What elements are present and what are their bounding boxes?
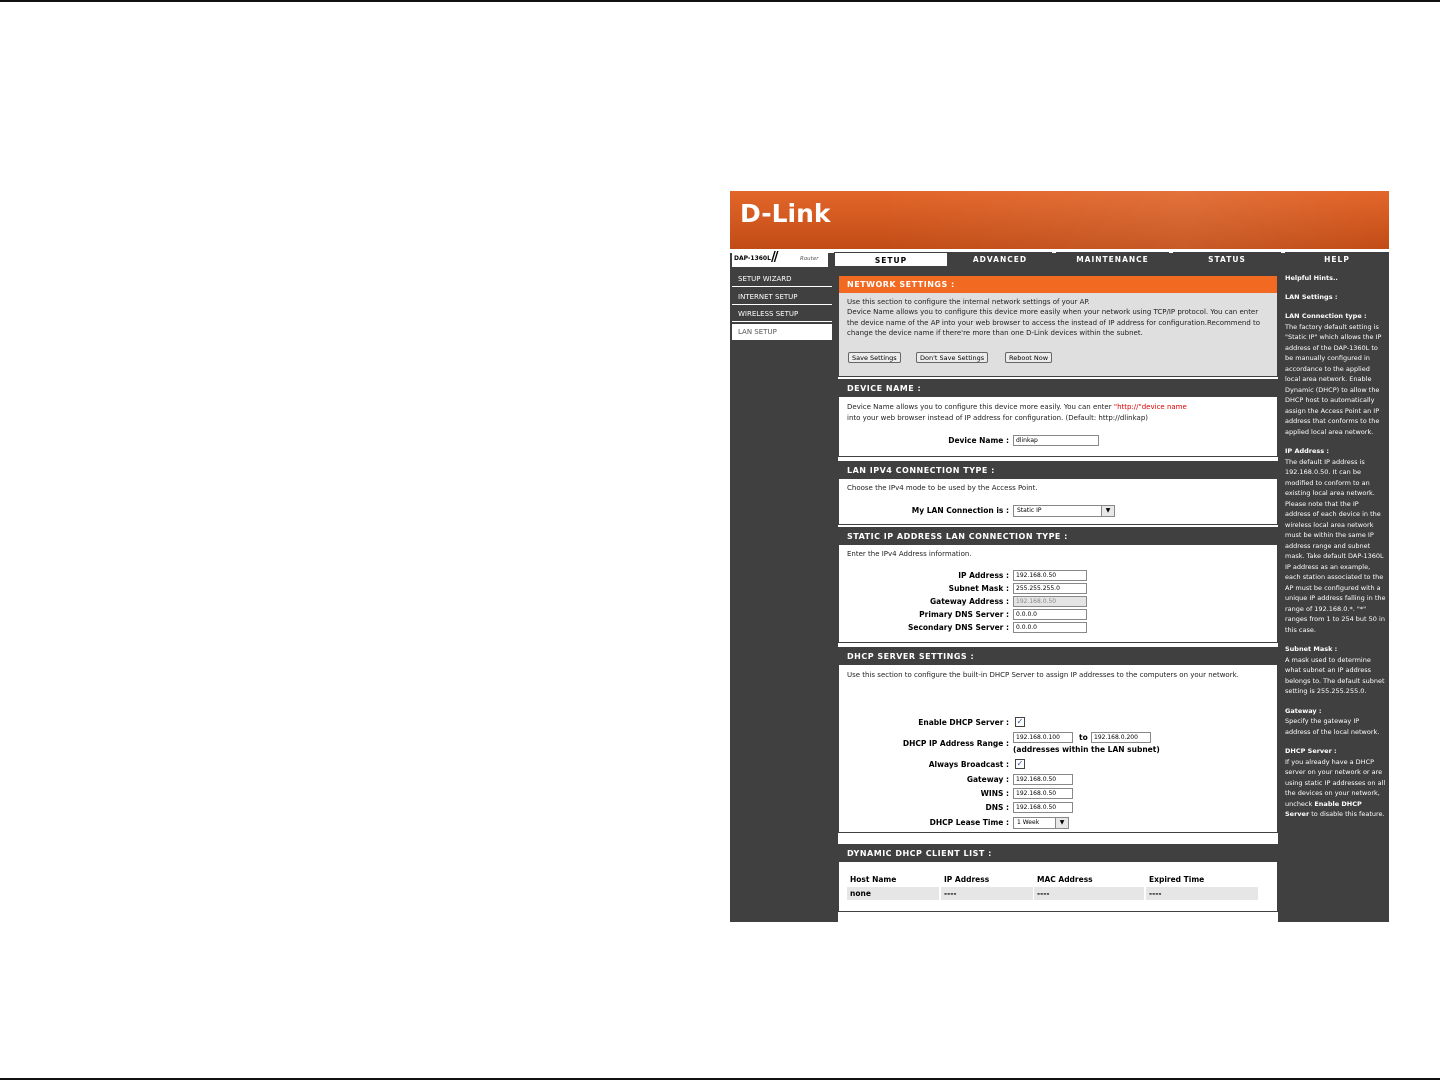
header-shine	[880, 191, 1389, 249]
subnet-mask-label: Subnet Mask :	[948, 584, 1009, 593]
lan-connection-type-title: LAN IPV4 CONNECTION TYPE :	[839, 462, 1277, 479]
gateway-address-label: Gateway Address :	[929, 597, 1009, 606]
wins-label: WINS :	[980, 789, 1009, 798]
header-banner	[730, 191, 1389, 249]
help-lan-settings: LAN Settings :	[1285, 292, 1338, 301]
nav-internet-setup[interactable]: INTERNET SETUP	[732, 289, 832, 305]
tab-setup[interactable]: SETUP	[834, 252, 948, 267]
nav-wireless-setup[interactable]: WIRELESS SETUP	[732, 306, 832, 322]
device-name-input[interactable]: dlinkap	[1013, 435, 1099, 446]
static-ip-section	[838, 527, 1278, 643]
network-settings-section	[838, 275, 1278, 377]
model-type: Router	[800, 256, 819, 262]
help-dhcp-text-b: to disable this feature.	[1311, 810, 1385, 818]
help-mask-text: A mask used to determine what subnet an IP address belongs to. The default subnet setting is 255.255.255.0.	[1285, 655, 1385, 695]
model-slash-icon: //	[771, 250, 777, 265]
col-mac-address: MAC Address	[1034, 873, 1144, 886]
lan-connection-value: Static IP	[1017, 507, 1042, 514]
dhcp-range-note: (addresses within the LAN subnet)	[1013, 745, 1160, 754]
help-conn-type-text: The factory default setting is "Static IP" which allows the IP address of the DAP-1360L to be manually configured in accordance to the applied local area network. Enable Dynamic (DHCP) to allow the DHCP host to automatically assign the Access Point an IP address that conforms to the applied local area network.	[1285, 322, 1382, 436]
dhcp-range-from-input[interactable]: 192.168.0.100	[1013, 732, 1073, 743]
device-name-label: Device Name :	[948, 436, 1009, 445]
help-conn-type-heading: LAN Connection type :	[1285, 312, 1367, 320]
dhcp-range-to-label: to	[1079, 733, 1088, 742]
network-settings-line1: Use this section to configure the internal network settings of your AP.	[847, 298, 1090, 306]
nav-lan-setup[interactable]: LAN SETUP	[732, 324, 832, 340]
lease-time-select[interactable]	[1013, 817, 1069, 829]
wins-input[interactable]: 192.168.0.50	[1013, 788, 1073, 799]
chevron-down-icon: ▼	[1101, 506, 1114, 516]
tab-help[interactable]: HELP	[1285, 252, 1389, 267]
ip-address-input[interactable]: 192.168.0.50	[1013, 570, 1087, 581]
dhcp-range-to-input[interactable]: 192.168.0.200	[1091, 732, 1151, 743]
help-ip-heading: IP Address :	[1285, 447, 1329, 455]
network-settings-line2: Device Name allows you to configure this device more easily when your network using TCP/IP protocol. You can enter the device name of the AP into your web browser to access the instead of IP address for configuration.Recommend to change the device name if there're more than one D-Link devices within the subnet.	[847, 308, 1261, 337]
device-name-title: DEVICE NAME :	[839, 380, 1277, 397]
secondary-dns-input[interactable]: 0.0.0.0	[1013, 622, 1087, 633]
ip-address-label: IP Address :	[958, 571, 1009, 580]
static-ip-desc: Enter the IPv4 Address information.	[847, 550, 972, 558]
help-mask-heading: Subnet Mask :	[1285, 645, 1338, 653]
device-name-desc-link: "http://"device name	[1113, 403, 1187, 411]
table-cell-expired: ----	[1146, 887, 1258, 900]
dont-save-settings-button[interactable]: Don't Save Settings	[916, 352, 988, 363]
router-admin-screen	[730, 191, 1389, 922]
dlink-logo: D-Link	[740, 199, 831, 228]
page-bottom-rule	[0, 1078, 1440, 1080]
network-settings-title: NETWORK SETTINGS :	[839, 276, 1277, 293]
always-broadcast-label: Always Broadcast :	[928, 760, 1009, 769]
secondary-dns-label: Secondary DNS Server :	[907, 623, 1009, 632]
help-dhcp-text-a: If you already have a DHCP server on your network or are using static IP addresses on all the devices on your network, uncheck	[1285, 757, 1386, 808]
dhcp-server-title: DHCP SERVER SETTINGS :	[839, 648, 1277, 665]
help-dhcp-text-bold: Enable DHCP Server	[1285, 799, 1362, 818]
col-expired-time: Expired Time	[1146, 873, 1258, 886]
table-cell-mac: ----	[1034, 887, 1144, 900]
lan-connection-select[interactable]	[1013, 505, 1115, 517]
model-badge	[732, 250, 828, 267]
static-ip-title: STATIC IP ADDRESS LAN CONNECTION TYPE :	[839, 528, 1277, 545]
help-title: Helpful Hints..	[1285, 274, 1338, 282]
tab-maintenance[interactable]: MAINTENANCE	[1056, 252, 1169, 267]
model-name: DAP-1360L	[734, 255, 771, 262]
help-dhcp-text	[1285, 757, 1386, 820]
chevron-down-icon: ▼	[1055, 818, 1068, 828]
col-ip-address: IP Address	[941, 873, 1033, 886]
lan-connection-type-section	[838, 461, 1278, 525]
lease-time-label: DHCP Lease Time :	[929, 818, 1009, 827]
always-broadcast-checkbox[interactable]: ✓	[1016, 759, 1024, 768]
help-dhcp-heading: DHCP Server :	[1285, 747, 1337, 755]
dhcp-client-list-section	[838, 844, 1278, 912]
dhcp-gateway-label: Gateway :	[966, 775, 1009, 784]
device-name-desc	[847, 402, 1267, 423]
table-cell-host: none	[847, 887, 939, 900]
device-name-desc-b: into your web browser instead of IP address for configuration. (Default: http://dlinkap)	[847, 413, 1149, 422]
help-gateway-heading: Gateway :	[1285, 706, 1322, 715]
dhcp-server-desc: Use this section to configure the built-in DHCP Server to assign IP addresses to the computers on your network.	[847, 671, 1239, 679]
dhcp-gateway-input[interactable]: 192.168.0.50	[1013, 774, 1073, 785]
primary-dns-input[interactable]: 0.0.0.0	[1013, 609, 1087, 620]
dhcp-server-section	[838, 647, 1278, 833]
helpful-hints-panel	[1282, 271, 1389, 922]
table-cell-ip: ----	[941, 887, 1033, 900]
col-host-name: Host Name	[847, 873, 939, 886]
subnet-mask-input[interactable]: 255.255.255.0	[1013, 583, 1087, 594]
gateway-address-input: 192.168.0.50	[1013, 596, 1087, 607]
primary-dns-label: Primary DNS Server :	[919, 610, 1009, 619]
tab-advanced[interactable]: ADVANCED	[948, 252, 1052, 267]
reboot-now-button[interactable]: Reboot Now	[1005, 352, 1052, 363]
lease-time-value: 1 Week	[1017, 819, 1040, 826]
enable-dhcp-checkbox[interactable]: ✓	[1016, 717, 1024, 726]
lan-connection-type-desc: Choose the IPv4 mode to be used by the Access Point.	[847, 484, 1038, 492]
enable-dhcp-label: Enable DHCP Server :	[918, 718, 1009, 727]
page-top-rule	[0, 0, 1440, 2]
main-content	[838, 275, 1278, 922]
dhcp-range-label: DHCP IP Address Range :	[902, 739, 1009, 748]
help-ip-text: The default IP address is 192.168.0.50. It can be modified to conform to an existing local area network. Please note that the IP address of each device in the wireless local area network must be within the same IP address range and subnet mask. Take default DAP-1360L IP address as an example, each station associated to the AP must be configured with a unique IP address falling in the range of 192.168.0.*. "*" ranges from 1 to 254 but 50 in this case.	[1285, 457, 1386, 634]
nav-setup-wizard[interactable]: SETUP WIZARD	[732, 271, 832, 287]
lan-connection-label: My LAN Connection is :	[911, 506, 1009, 515]
save-settings-button[interactable]: Save Settings	[848, 352, 901, 363]
tab-status[interactable]: STATUS	[1173, 252, 1281, 267]
dhcp-dns-label: DNS :	[985, 803, 1009, 812]
dhcp-client-list-title: DYNAMIC DHCP CLIENT LIST :	[839, 845, 1277, 862]
device-name-section	[838, 379, 1278, 457]
device-name-desc-a: Device Name allows you to configure this device more easily. You can enter	[847, 403, 1112, 411]
help-gateway-text: Specify the gateway IP address of the local network.	[1285, 717, 1380, 736]
dhcp-dns-input[interactable]: 192.168.0.50	[1013, 802, 1073, 813]
